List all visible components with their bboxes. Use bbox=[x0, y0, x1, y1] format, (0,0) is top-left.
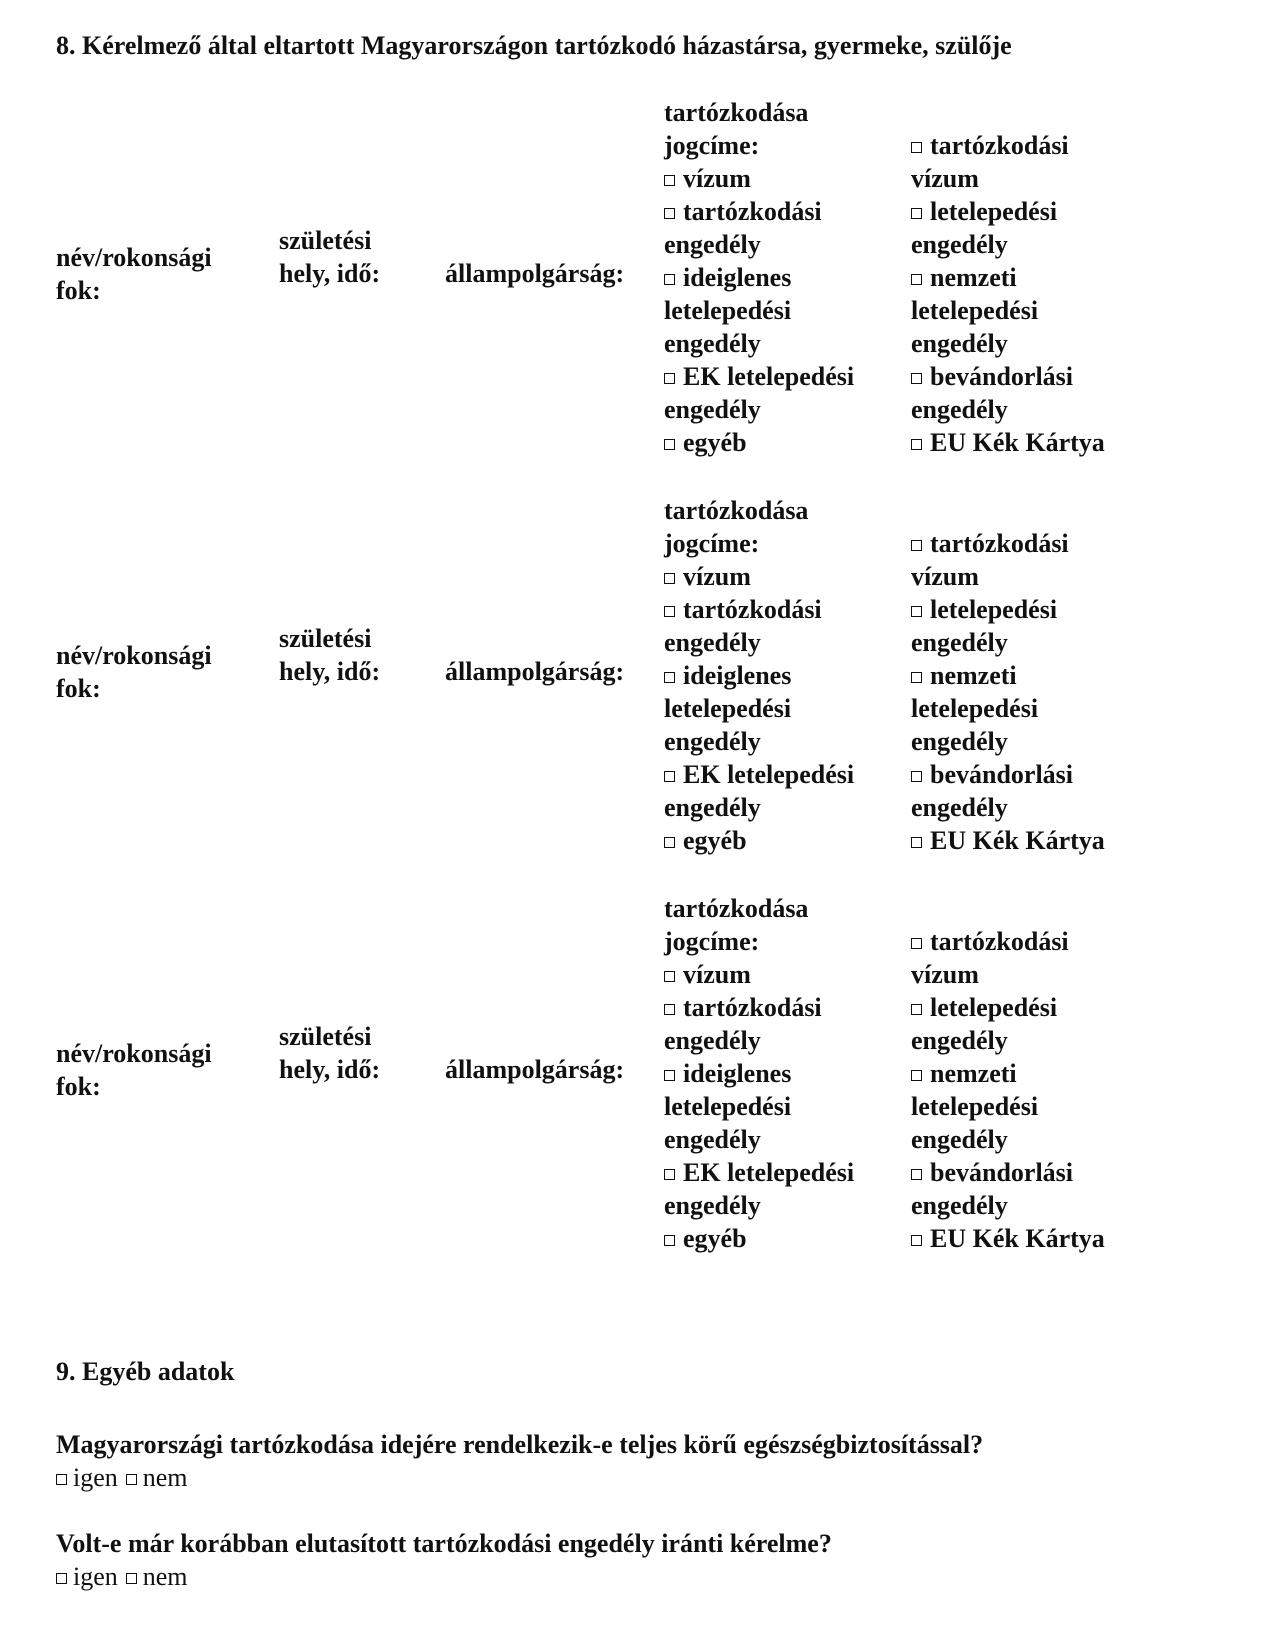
option-residence-visa[interactable]: tartózkodási vízum bbox=[911, 927, 1069, 989]
nationality-label: állampolgárság: bbox=[445, 657, 625, 686]
birth-place-date-label: születési hely, idő: bbox=[279, 1022, 381, 1084]
option-eu-blue-card[interactable]: EU Kék Kártya bbox=[911, 1222, 1191, 1255]
checkbox-icon[interactable] bbox=[911, 771, 922, 782]
option-eu-blue-card[interactable]: EU Kék Kártya bbox=[911, 426, 1191, 459]
checkbox-icon[interactable] bbox=[664, 208, 675, 219]
section-8-title: 8. Kérelmező által eltartott Magyarországon tartózkodó házastársa, gyermeke, szülője bbox=[56, 31, 1012, 60]
checkbox-icon[interactable] bbox=[911, 373, 922, 384]
question-health-insurance: Magyarországi tartózkodása idejére rendelkezik-e teljes körű egészségbiztosítással? bbox=[56, 1430, 984, 1459]
nationality-label: állampolgárság: bbox=[445, 1055, 625, 1084]
dependent-member-2 bbox=[0, 494, 1280, 874]
checkbox-icon[interactable] bbox=[664, 771, 675, 782]
checkbox-icon[interactable] bbox=[911, 439, 922, 450]
residence-title-heading: tartózkodása jogcíme: bbox=[664, 98, 809, 160]
question-rejected-application: Volt-e már korábban elutasított tartózkodási engedély iránti kérelme? bbox=[56, 1529, 832, 1558]
name-relationship-label: név/rokonsági fok: bbox=[56, 641, 212, 703]
option-residence-permit[interactable]: tartózkodási engedély bbox=[664, 595, 822, 657]
name-relationship-label: név/rokonsági fok: bbox=[56, 243, 212, 305]
dependent-member-1 bbox=[0, 96, 1280, 476]
checkbox-icon[interactable] bbox=[911, 142, 922, 153]
residence-title-options-left bbox=[664, 96, 904, 459]
option-immigration-permit[interactable]: bevándorlási engedély bbox=[911, 760, 1074, 822]
nationality-label: állampolgárság: bbox=[445, 259, 625, 288]
dependent-member-3 bbox=[0, 892, 1280, 1272]
checkbox-icon[interactable] bbox=[664, 1235, 675, 1246]
option-other[interactable]: egyéb bbox=[664, 426, 904, 459]
checkbox-icon[interactable] bbox=[56, 1573, 67, 1584]
option-immigration-permit[interactable]: bevándorlási engedély bbox=[911, 362, 1074, 424]
option-visa[interactable]: vízum bbox=[664, 560, 904, 593]
checkbox-icon[interactable] bbox=[664, 373, 675, 384]
option-residence-visa[interactable]: tartózkodási vízum bbox=[911, 529, 1069, 591]
answer-no[interactable]: nem bbox=[126, 1562, 188, 1591]
residence-title-options-right bbox=[911, 925, 1191, 1255]
checkbox-icon[interactable] bbox=[664, 175, 675, 186]
option-settlement-permit[interactable]: letelepedési engedély bbox=[911, 993, 1058, 1055]
name-relationship-label: név/rokonsági fok: bbox=[56, 1039, 212, 1101]
checkbox-icon[interactable] bbox=[911, 672, 922, 683]
checkbox-icon[interactable] bbox=[56, 1474, 67, 1485]
section-9-title: 9. Egyéb adatok bbox=[56, 1357, 235, 1386]
option-residence-visa[interactable]: tartózkodási vízum bbox=[911, 131, 1069, 193]
option-ek-settlement-permit[interactable]: EK letelepedési engedély bbox=[664, 1158, 855, 1220]
residence-title-options-left bbox=[664, 494, 904, 857]
checkbox-icon[interactable] bbox=[911, 1169, 922, 1180]
option-visa[interactable]: vízum bbox=[664, 162, 904, 195]
option-temp-settlement-permit[interactable]: ideiglenes letelepedési engedély bbox=[664, 1059, 792, 1154]
answer-no[interactable]: nem bbox=[126, 1463, 188, 1492]
option-visa[interactable]: vízum bbox=[664, 958, 904, 991]
option-eu-blue-card[interactable]: EU Kék Kártya bbox=[911, 824, 1191, 857]
residence-title-heading: tartózkodása jogcíme: bbox=[664, 894, 809, 956]
birth-place-date-label: születési hely, idő: bbox=[279, 226, 381, 288]
option-other[interactable]: egyéb bbox=[664, 824, 904, 857]
residence-title-options-right bbox=[911, 129, 1191, 459]
checkbox-icon[interactable] bbox=[664, 573, 675, 584]
checkbox-icon[interactable] bbox=[911, 540, 922, 551]
residence-title-heading: tartózkodása jogcíme: bbox=[664, 496, 809, 558]
checkbox-icon[interactable] bbox=[664, 1070, 675, 1081]
checkbox-icon[interactable] bbox=[664, 1169, 675, 1180]
option-national-settlement-permit[interactable]: nemzeti letelepedési engedély bbox=[911, 263, 1039, 358]
answer-yes[interactable]: igen bbox=[56, 1463, 118, 1492]
option-settlement-permit[interactable]: letelepedési engedély bbox=[911, 595, 1058, 657]
option-settlement-permit[interactable]: letelepedési engedély bbox=[911, 197, 1058, 259]
checkbox-icon[interactable] bbox=[911, 208, 922, 219]
checkbox-icon[interactable] bbox=[126, 1474, 137, 1485]
option-immigration-permit[interactable]: bevándorlási engedély bbox=[911, 1158, 1074, 1220]
option-ek-settlement-permit[interactable]: EK letelepedési engedély bbox=[664, 362, 855, 424]
checkbox-icon[interactable] bbox=[664, 1004, 675, 1015]
answer-yes[interactable]: igen bbox=[56, 1562, 118, 1591]
checkbox-icon[interactable] bbox=[911, 274, 922, 285]
checkbox-icon[interactable] bbox=[911, 1070, 922, 1081]
option-temp-settlement-permit[interactable]: ideiglenes letelepedési engedély bbox=[664, 661, 792, 756]
residence-title-options-right bbox=[911, 527, 1191, 857]
answers-rejected-application bbox=[56, 1560, 188, 1593]
option-national-settlement-permit[interactable]: nemzeti letelepedési engedély bbox=[911, 1059, 1039, 1154]
checkbox-icon[interactable] bbox=[664, 971, 675, 982]
residence-title-options-left bbox=[664, 892, 904, 1255]
checkbox-icon[interactable] bbox=[911, 1004, 922, 1015]
option-residence-permit[interactable]: tartózkodási engedély bbox=[664, 993, 822, 1055]
option-ek-settlement-permit[interactable]: EK letelepedési engedély bbox=[664, 760, 855, 822]
checkbox-icon[interactable] bbox=[664, 439, 675, 450]
checkbox-icon[interactable] bbox=[911, 1235, 922, 1246]
checkbox-icon[interactable] bbox=[911, 837, 922, 848]
checkbox-icon[interactable] bbox=[664, 837, 675, 848]
option-national-settlement-permit[interactable]: nemzeti letelepedési engedély bbox=[911, 661, 1039, 756]
checkbox-icon[interactable] bbox=[126, 1573, 137, 1584]
checkbox-icon[interactable] bbox=[664, 274, 675, 285]
checkbox-icon[interactable] bbox=[664, 606, 675, 617]
option-residence-permit[interactable]: tartózkodási engedély bbox=[664, 197, 822, 259]
option-temp-settlement-permit[interactable]: ideiglenes letelepedési engedély bbox=[664, 263, 792, 358]
checkbox-icon[interactable] bbox=[911, 938, 922, 949]
answers-health-insurance bbox=[56, 1461, 188, 1494]
checkbox-icon[interactable] bbox=[911, 606, 922, 617]
birth-place-date-label: születési hely, idő: bbox=[279, 624, 381, 686]
checkbox-icon[interactable] bbox=[664, 672, 675, 683]
option-other[interactable]: egyéb bbox=[664, 1222, 904, 1255]
